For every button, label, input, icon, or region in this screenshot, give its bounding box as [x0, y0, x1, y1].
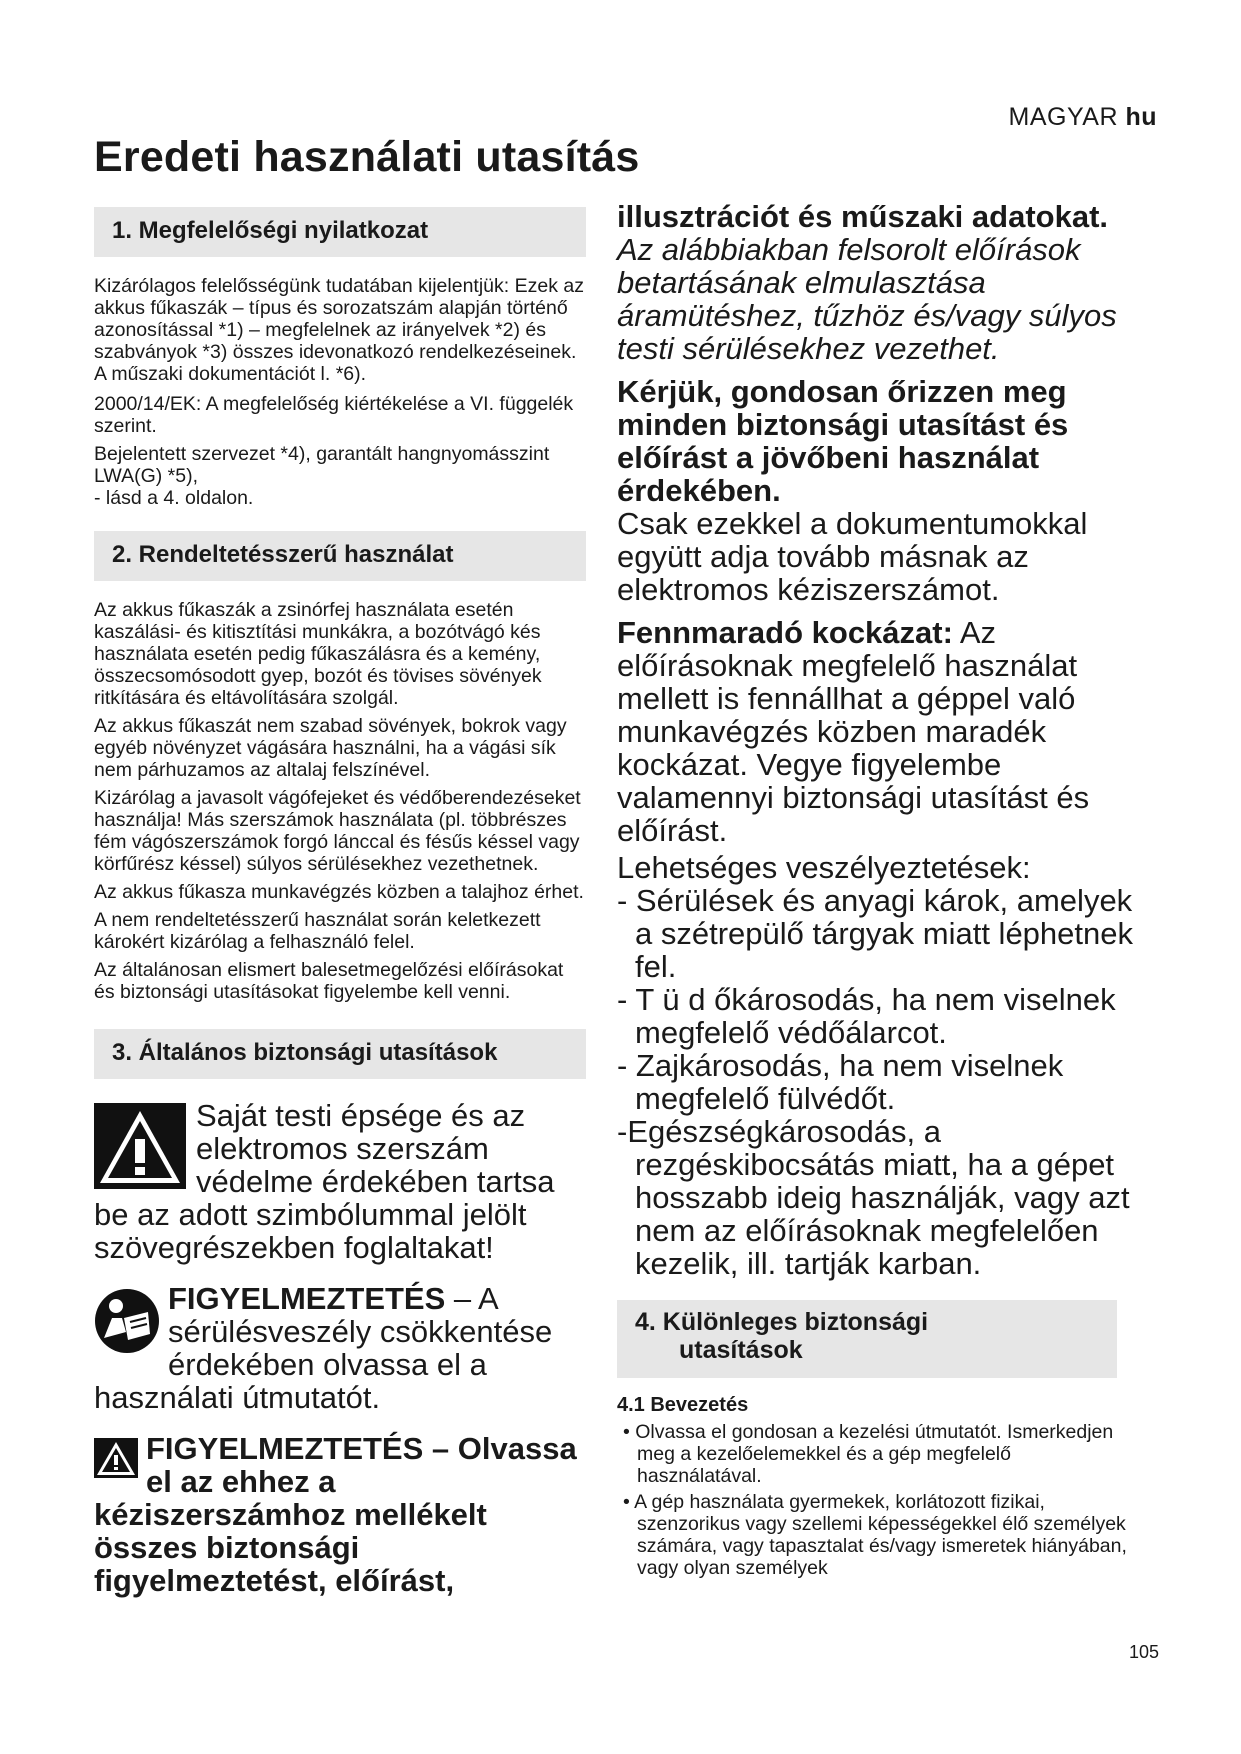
left-column [94, 207, 586, 1597]
keep-instructions-text: Csak ezekkel a dokumentumokkal együtt adja tovább másnak az elektromos kéziszerszámot. [617, 506, 1088, 607]
warning-continuation-italic: Az alábbiakban felsorolt előírások betartásának elmulasztása áramütéshez, tűzhöz és/vagy súlyos testi sérülésekhez vezethet. [617, 232, 1117, 366]
section-2-paragraph: Az akkus fűkasza munkavégzés közben a talajhoz érhet. [94, 881, 584, 903]
residual-risk-text: Az előírásoknak megfelelő használat mellett is fennállhat a géppel való munkavégzés közben maradék kockázat. Vegye figyelembe valamennyi biztonsági utasítást és előírást. [617, 615, 1090, 848]
list-item: - T ü d őkárosodás, ha nem viselnek megfelelő védőálarcot. [617, 982, 1116, 1050]
subsection-4-1-heading: 4.1 Bevezetés [617, 1394, 749, 1416]
page-number: 105 [1128, 1642, 1159, 1662]
warning-continuation-bold: illusztrációt és műszaki adatokat. [617, 199, 1109, 234]
language-label [1009, 103, 1158, 132]
keep-instructions-bold: Kérjük, gondosan őrizzen meg minden biztonsági utasítást és előírást a jövőbeni használat érdekében. [617, 374, 1069, 508]
read-manual-warning [94, 1282, 586, 1414]
page-title: Eredeti használati utasítás [94, 133, 640, 181]
right-column [617, 200, 1137, 1583]
list-item: - Zajkárosodás, ha nem viselnek megfelelő fülvédőt. [617, 1048, 1064, 1116]
warning-symbol-block [94, 1099, 586, 1264]
keep-instructions [617, 375, 1137, 606]
warning-continuation [617, 200, 1137, 365]
list-item: • A gép használata gyermekek, korlátozott fizikai, szenzorikus vagy szellemi képességekkel élő személyek számára, vagy tapasztalat és/vagy ismeretek hiányában, vagy olyan személyek [623, 1491, 1127, 1579]
read-manual-icon [94, 1288, 160, 1354]
section-1-paragraph: 2000/14/EK: A megfelelőség kiértékelése a VI. függelék szerint. [94, 393, 574, 437]
section-2-paragraph: A nem rendeltetésszerű használat során keletkezett károkért kizárólag a felhasználó felel. [94, 909, 541, 953]
language-code: hu [1125, 103, 1157, 131]
section-3-heading: 3. Általános biztonsági utasítások [94, 1029, 586, 1079]
section-4-bullets [617, 1421, 1137, 1579]
list-item: - Sérülések és anyagi károk, amelyek a szétrepülő tárgyak miatt léphetnek fel. [617, 883, 1133, 984]
safety-warnings-notice [94, 1432, 586, 1597]
language-name: MAGYAR [1008, 103, 1118, 131]
residual-risk [617, 616, 1137, 847]
section-1-paragraph: Kizárólagos felelősségünk tudatában kijelentjük: Ezek az akkus fűkaszák – típus és sorozatszám alapján történő azonosítással *1) – megfelelnek az irányelvek *2) és szabványok *3) összes idevonatkozó rendelkezéseinek. A műszaki dokumentációt l. *6). [94, 275, 584, 385]
list-item: -Egészségkárosodás, a rezgéskibocsátás miatt, ha a gépet hosszabb ideig használják, vagy azt nem az előírásoknak megfelelően kezelik, ill. tartják karban. [617, 1114, 1130, 1281]
section-2-paragraph: Az általánosan elismert balesetmegelőzési előírásokat és biztonsági utasításokat figyelembe kell venni. [94, 959, 564, 1003]
section-2-paragraph: Az akkus fűkaszák a zsinórfej használata esetén kaszálási- és kitisztítási munkákra, a bozótvágó kés használata esetén pedig fűkaszálásra és a kemény, összecsomósodott gyep, bozót és tövises sövények ritkítására és eltávolítására szolgál. [94, 599, 542, 709]
section-1-heading: 1. Megfelelőségi nyilatkozat [94, 207, 586, 257]
residual-risk-label: Fennmaradó kockázat: [617, 615, 953, 650]
section-1-paragraph: - lásd a 4. oldalon. [94, 487, 254, 509]
hazards-list [617, 884, 1137, 1280]
warning-label: FIGYELMEZTETÉS [168, 1281, 446, 1316]
section-2-paragraph: Kizárólag a javasolt vágófejeket és védőberendezéseket használja! Más szerszámok használata (pl. többrészes fém vágószerszámok forgó lánccal és fésűs késsel vagy körfűrész késsel) súlyos sérülésekhez vezethetnek. [94, 787, 581, 875]
read-manual-sentence: – A sérülésveszély csökkentése érdekében olvassa el a használati útmutatót. [94, 1281, 553, 1415]
warning-triangle-icon [94, 1438, 138, 1478]
read-manual-text [94, 1282, 586, 1414]
section-1-paragraph: Bejelentett szervezet *4), garantált hangnyomásszint LWA(G) *5), [94, 443, 550, 487]
warning-triangle-icon [94, 1103, 186, 1189]
section-4-heading [617, 1300, 1117, 1378]
hazards-heading: Lehetséges veszélyeztetések: [617, 850, 1031, 885]
section-2-heading: 2. Rendeltetésszerű használat [94, 531, 586, 581]
hazards-block [617, 851, 1137, 1280]
section-4-heading-line1: 4. Különleges biztonsági [635, 1308, 929, 1336]
list-item: • Olvassa el gondosan a kezelési útmutatót. Ismerkedjen meg a kezelőelemekkel és a gép megfelelő használatával. [623, 1421, 1114, 1487]
section-1-body [94, 257, 586, 525]
symbol-explanation: Saját testi épsége és az elektromos szerszám védelme érdekében tartsa be az adott szimbólummal jelölt szövegrészekben foglaltakat! [94, 1098, 555, 1265]
safety-warnings-text: FIGYELMEZTETÉS – Olvassa el az ehhez a kéziszerszámhoz mellékelt összes biztonsági figyelmeztetést, előírást, [94, 1431, 577, 1598]
section-2-paragraph: Az akkus fűkaszát nem szabad sövények, bokrok vagy egyéb növényzet vágására használni, ha a vágási sík nem párhuzamos az altalaj felszínével. [94, 715, 567, 781]
section-4-heading-line2: utasítások [679, 1336, 803, 1364]
section-2-body [94, 581, 586, 1019]
